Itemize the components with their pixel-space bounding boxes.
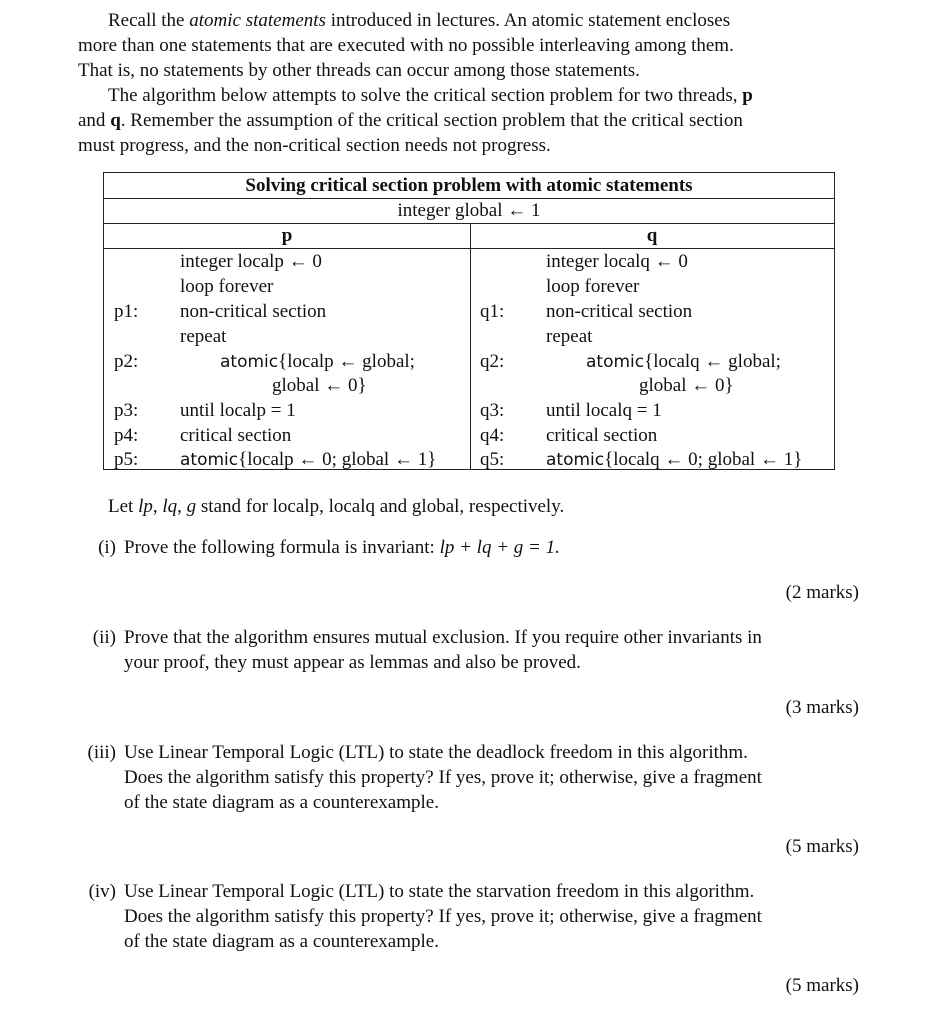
problem-line-2: and q. Remember the assumption of the critical section problem that the critical section (78, 110, 743, 131)
p3-statement: until localp = 1 (180, 400, 296, 421)
algorithm-title: Solving critical section problem with atomic statements (104, 173, 834, 199)
question-3-line-2: Does the algorithm satisfy this property? If yes, prove it; otherwise, give a fragment (124, 767, 762, 788)
q4-label: q4: (480, 425, 505, 446)
p2-statement-cont: global ← 0} (272, 375, 367, 396)
p2-label: p2: (114, 351, 139, 372)
q5-statement: atomic{localq ← 0; global ← 1} (546, 449, 803, 470)
column-header-p: p (104, 223, 470, 249)
q3-statement: until localq = 1 (546, 400, 662, 421)
p-declaration: integer localp ← 0 (180, 251, 322, 272)
column-divider (470, 223, 471, 469)
question-2-line-2: your proof, they must appear as lemmas and also be proved. (124, 652, 581, 673)
question-2-label: (ii) (92, 627, 116, 648)
problem-paragraph (78, 83, 860, 158)
q-declaration: integer localq ← 0 (546, 251, 688, 272)
q2-statement: atomic{localq ← global; (586, 351, 781, 372)
question-3-line-3: of the state diagram as a counterexample. (124, 792, 439, 813)
question-4-label: (iv) (88, 881, 116, 902)
question-2-marks: (3 marks) (785, 697, 859, 718)
intro-line-2: more than one statements that are executed with no possible interleaving among them. (78, 35, 734, 56)
p5-label: p5: (114, 449, 139, 470)
p3-label: p3: (114, 400, 139, 421)
p1-label: p1: (114, 301, 139, 322)
q2-label: q2: (480, 351, 505, 372)
q5-atomic-keyword: atomic (546, 450, 605, 470)
p4-label: p4: (114, 425, 139, 446)
question-1-marks: (2 marks) (785, 582, 859, 603)
p2-atomic-keyword: atomic (220, 352, 279, 372)
problem-line-1: The algorithm below attempts to solve the critical section problem for two threads, p (108, 85, 753, 106)
question-4-line-2: Does the algorithm satisfy this property? If yes, prove it; otherwise, give a fragment (124, 906, 762, 927)
question-2-line-1: Prove that the algorithm ensures mutual exclusion. If you require other invariants in (124, 627, 762, 648)
q1-statement: non-critical section (546, 301, 693, 322)
p5-statement: atomic{localp ← 0; global ← 1} (180, 449, 437, 470)
notation-line: Let lp, lq, g stand for localp, localq and global, respectively. (108, 496, 565, 517)
p-repeat: repeat (180, 326, 227, 347)
q4-statement: critical section (546, 425, 658, 446)
intro-line-1: Recall the atomic statements introduced in lectures. An atomic statement encloses (108, 10, 731, 31)
p4-statement: critical section (180, 425, 292, 446)
atomic-statements-term: atomic statements (189, 10, 326, 31)
q2-atomic-keyword: atomic (586, 352, 645, 372)
p2-statement: atomic{localp ← global; (220, 351, 415, 372)
q5-label: q5: (480, 449, 505, 470)
algorithm-table (103, 172, 835, 470)
problem-line-3: must progress, and the non-critical section needs not progress. (78, 135, 551, 156)
p1-statement: non-critical section (180, 301, 327, 322)
invariant-formula: lp + lq + g = 1. (439, 537, 560, 558)
p5-atomic-keyword: atomic (180, 450, 239, 470)
q3-label: q3: (480, 400, 505, 421)
question-4-marks: (5 marks) (785, 975, 859, 996)
question-4-line-1: Use Linear Temporal Logic (LTL) to state the starvation freedom in this algorithm. (124, 881, 755, 902)
question-3-marks: (5 marks) (785, 836, 859, 857)
q2-statement-cont: global ← 0} (639, 375, 734, 396)
column-header-q: q (470, 223, 834, 249)
q1-label: q1: (480, 301, 505, 322)
question-3-label: (iii) (87, 742, 116, 763)
q-repeat: repeat (546, 326, 593, 347)
question-1-label: (i) (98, 537, 116, 558)
intro-line-3: That is, no statements by other threads can occur among those statements. (78, 60, 640, 81)
intro-paragraph (78, 8, 860, 83)
question-1-text: Prove the following formula is invariant: lp + lq + g = 1. (124, 537, 560, 558)
q-loop: loop forever (546, 276, 640, 297)
global-declaration: integer global ← 1 (104, 198, 834, 224)
question-3-line-1: Use Linear Temporal Logic (LTL) to state the deadlock freedom in this algorithm. (124, 742, 748, 763)
question-4-line-3: of the state diagram as a counterexample. (124, 931, 439, 952)
p-loop: loop forever (180, 276, 274, 297)
